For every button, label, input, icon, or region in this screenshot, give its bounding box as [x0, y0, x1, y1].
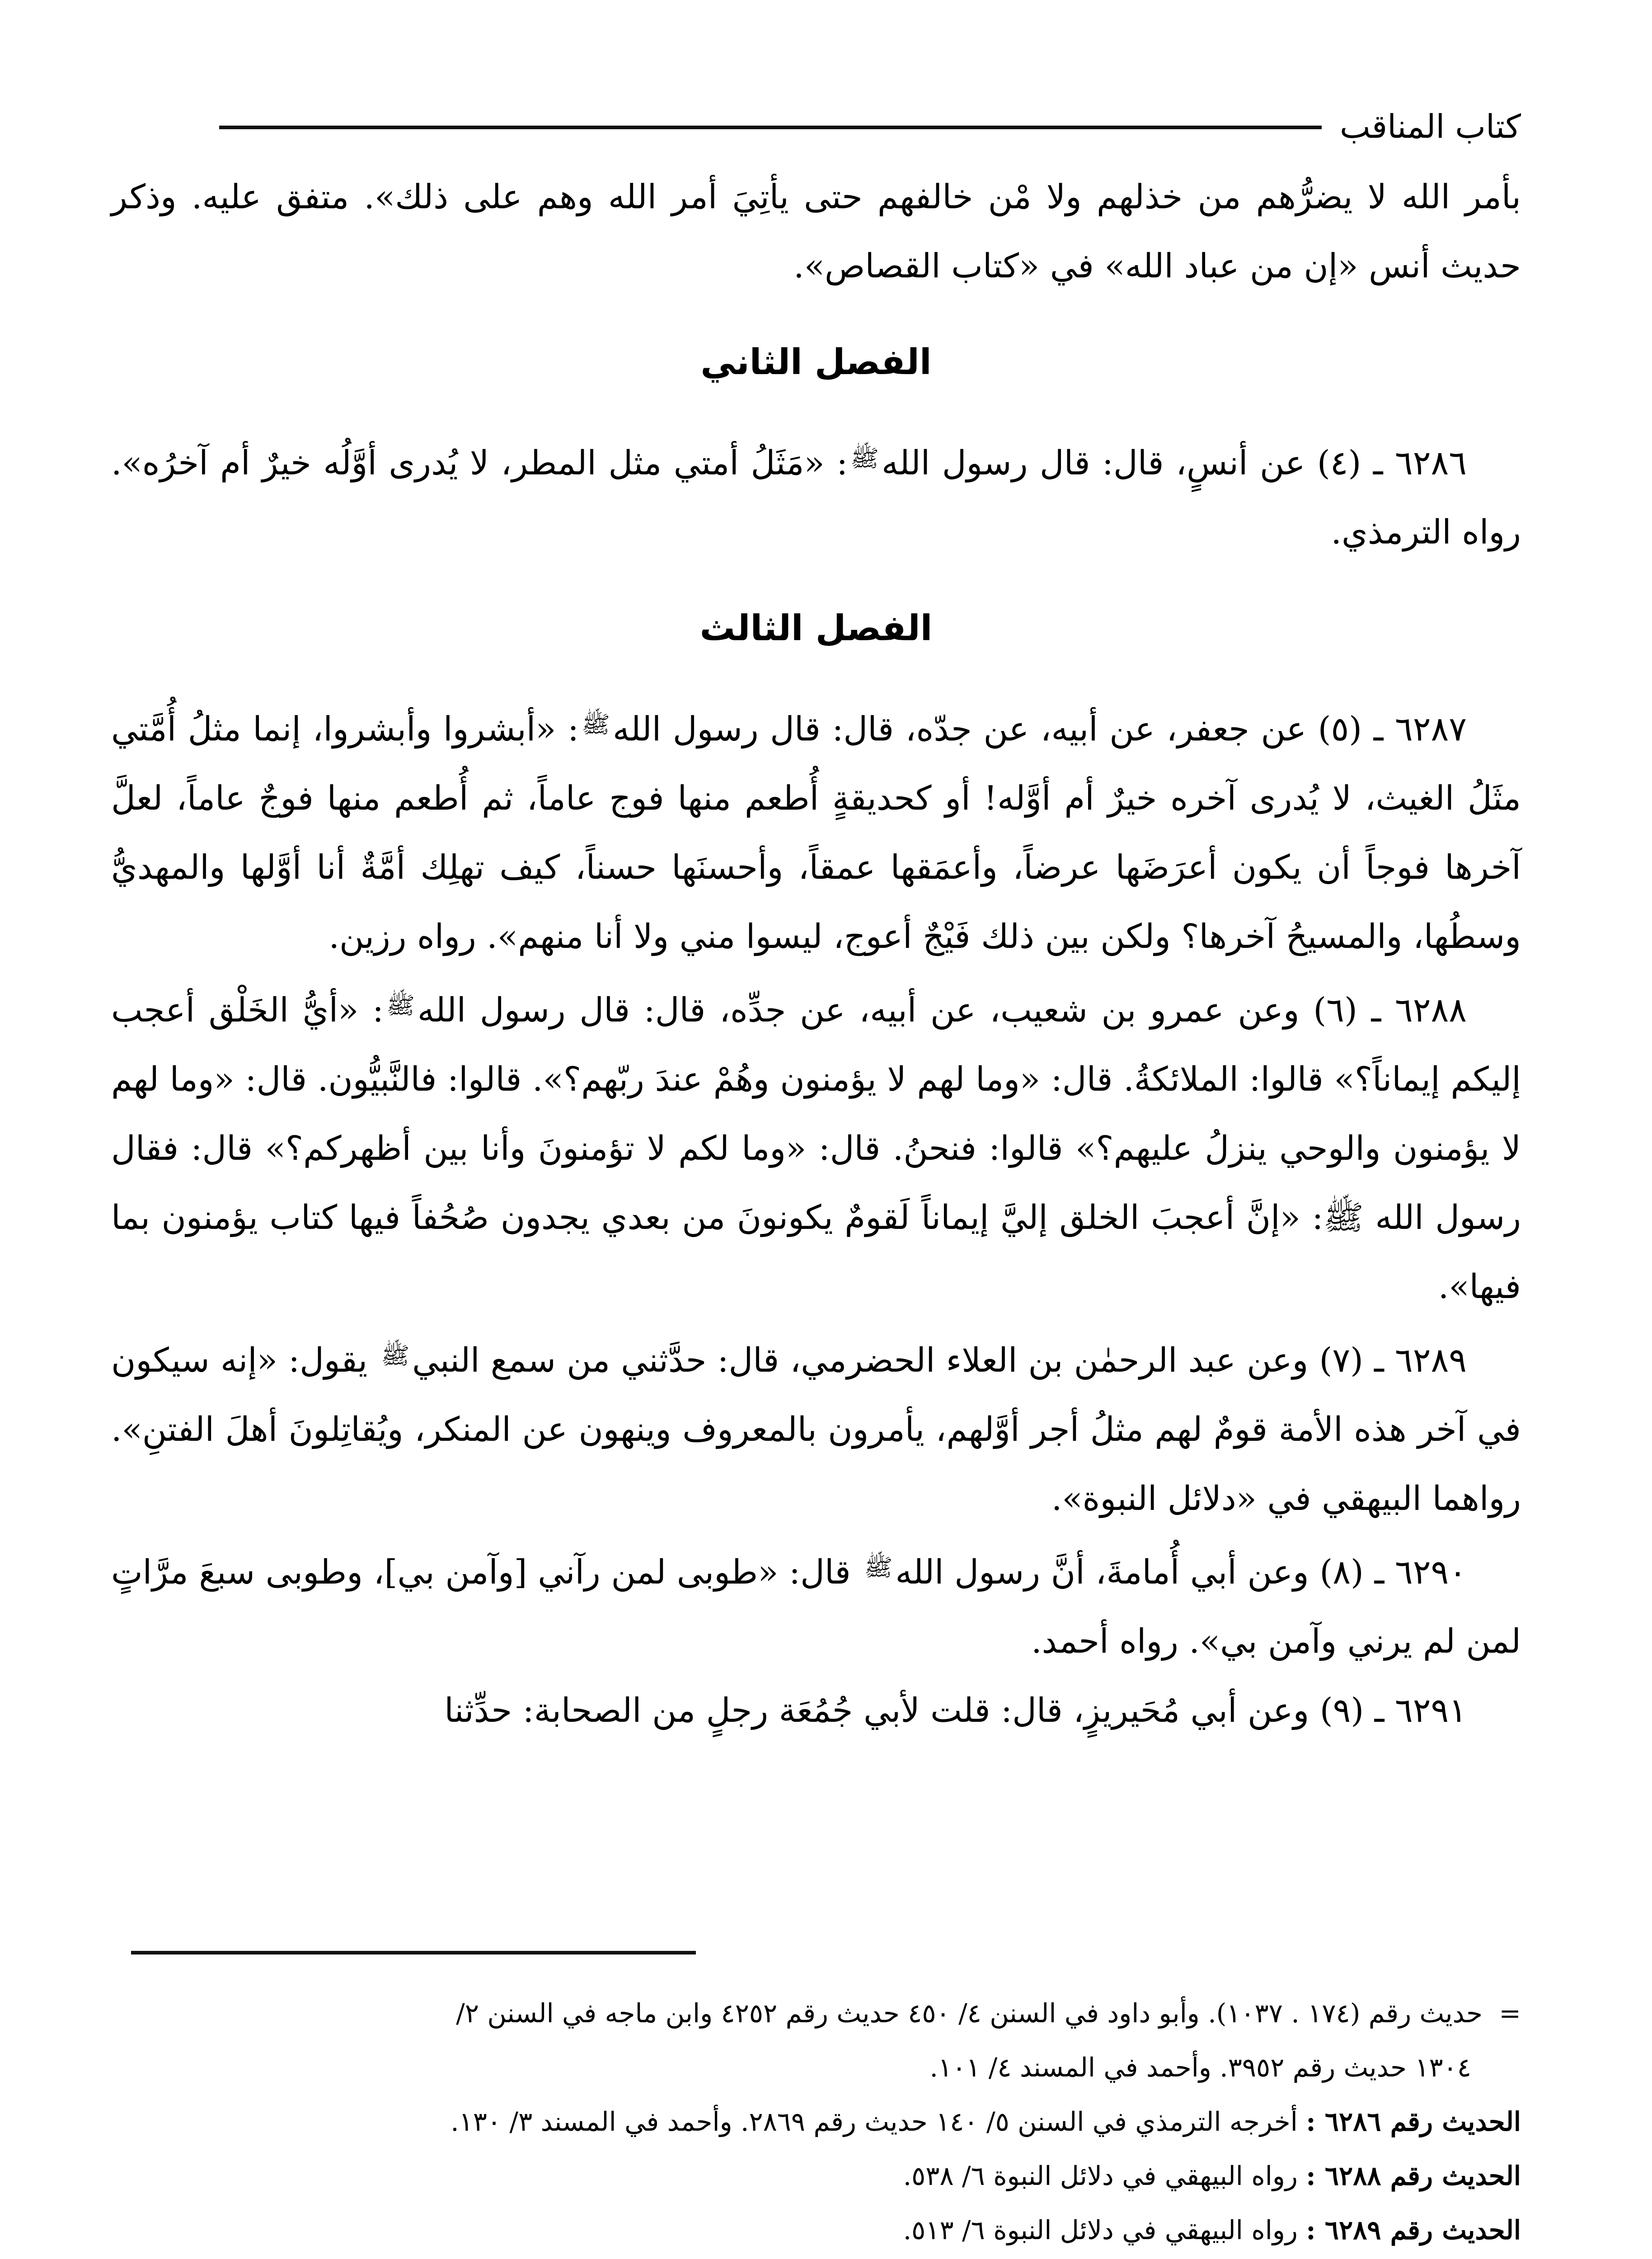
footnote-text: رواه البيهقي في دلائل النبوة ٦/ ٥١٣.	[903, 2215, 1298, 2245]
book-title: كتاب المناقب	[1340, 108, 1521, 145]
footnote-entry	[111, 2205, 1521, 2255]
hadith-text-rest: : «أيُّ الخَلْق أعجب إليكم إيماناً؟» قالوا: الملائكةُ. قال: «وما لهم لا يؤمنون وهُمْ عندَ ربّهم؟». قالوا: فالنَّبيُّون. قال: «وما لهم لا يؤمنون والوحي ينزلُ عليهم؟» قالوا: فنحنُ. قال: «وما لكم لا تؤمنونَ وأنا بين أظهركم؟» قال: فقال رسول الله ﷺ: «إنَّ أعجبَ الخلق إليَّ إيماناً لَقومٌ يكونونَ من بعدي يجدون صُحُفاً فيها كتاب يؤمنون بما فيها».	[111, 991, 1521, 1306]
footnote-text: أخرجه الترمذي في السنن ٥/ ١٤٠ حديث رقم ٢٨٦٩. وأحمد في المسند ٣/ ١٣٠.	[451, 2106, 1298, 2137]
salawat-symbol-icon: ﷺ	[381, 1342, 410, 1369]
footnote-label: الحديث رقم ٦٢٨٨ :	[1306, 2161, 1521, 2191]
hadith-text-start: وعن عمرو بن شعيب، عن أبيه، عن جدِّه، قال: قال رسول الله	[417, 991, 1300, 1030]
footnote-label: الحديث رقم ٦٢٨٩ :	[1306, 2215, 1521, 2245]
footnote-continuation-line2: ١٣٠٤ حديث رقم ٣٩٥٢. وأحمد في المسند ٤/ ١٠١.	[929, 2052, 1471, 2083]
footnotes	[111, 1988, 1521, 2259]
hadith-6287	[111, 690, 1521, 971]
section-heading-second: الفصل الثاني	[700, 342, 932, 383]
hadith-text-start: وعن عبد الرحمٰن بن العلاء الحضرمي، قال: حدَّثني من سمع النبي	[412, 1341, 1309, 1380]
hadith-number: ٦٢٨٧ ـ (٥)	[1318, 710, 1467, 749]
continuation-mark: =	[1499, 1998, 1521, 2029]
hadith-6288	[111, 971, 1521, 1322]
footnote-label: الحديث رقم ٦٢٨٦ :	[1306, 2106, 1521, 2137]
hadith-number: ٦٢٨٨ ـ (٦)	[1313, 991, 1467, 1030]
hadith-number: ٦٢٩٠ ـ (٨)	[1319, 1553, 1467, 1592]
footnote-rule	[131, 1951, 696, 1954]
salawat-symbol-icon: ﷺ	[864, 1554, 893, 1581]
header-rule	[219, 126, 1322, 129]
footnote-continuation-line1: حديث رقم (١٧٤ . ١٠٣٧). وأبو داود في السنن ٤/ ٤٥٠ حديث رقم ٤٢٥٢ وابن ماجه في السنن ٢/	[456, 1998, 1483, 2029]
intro-paragraph: بأمر الله لا يضرُّهم من خذلهم ولا مْن خالفهم حتى يأتِيَ أمر الله وهم على ذلك». متفق عليه. وذكر حديث أنس «إن من عباد الله» في «كتاب القصاص».	[111, 178, 1521, 286]
hadith-text-start: وعن أبي مُحَيريزٍ، قال: قلت لأبي جُمُعَة رجلٍ من الصحابة: حدِّثنا	[444, 1691, 1309, 1730]
salawat-symbol-icon: ﷺ	[582, 711, 610, 738]
running-header	[131, 99, 1521, 154]
hadith-6290	[111, 1533, 1521, 1676]
main-text	[111, 163, 1521, 1745]
hadith-text-rest: يقول: «إنه سيكون في آخر هذه الأمة قومٌ لهم مثلُ أجر أوَّلهم، يأمرون بالمعروف وينهون عن المنكر، ويُقاتِلونَ أهلَ الفتنِ». رواهما البيهقي في «دلائل النبوة».	[111, 1341, 1521, 1518]
hadith-6291	[111, 1676, 1521, 1745]
footnote-entry	[111, 2096, 1521, 2147]
hadith-text-start: عن أنسٍ، قال: قال رسول الله	[881, 444, 1305, 483]
hadith-number: ٦٢٨٦ ـ (٤)	[1317, 444, 1467, 483]
hadith-number: ٦٢٨٩ ـ (٧)	[1319, 1341, 1467, 1380]
hadith-6286	[111, 424, 1521, 567]
hadith-text-rest: : «مَثَلُ أمتي مثل المطر، لا يُدرى أوَّلُه خيرٌ أم آخرُه». رواه الترمذي.	[111, 444, 1521, 552]
section-heading-third: الفصل الثالث	[699, 608, 933, 649]
footnote-text: رواه البيهقي في دلائل النبوة ٦/ ٥٣٨.	[903, 2161, 1298, 2191]
hadith-6289	[111, 1322, 1521, 1533]
hadith-text-start: وعن أبي أُمامةَ، أنَّ رسول الله	[895, 1553, 1309, 1592]
hadith-text-rest: : «أبشروا وأبشروا، إنما مثلُ أُمَّتي مثَلُ الغيث، لا يُدرى آخره خيرٌ أم أوَّله! أو كحديقةٍ أُطعم منها فوج عاماً، ثم أُطعم منها فوجٌ عاماً، لعلَّ آخرها فوجاً أن يكون أعرَضَها عرضاً، وأعمَقها عمقاً، وأحسنَها حسناً، كيف تهلِك أمَّةٌ أنا أوَّلها والمهديُّ وسطُها، والمسيحُ آخرها؟ ولكن بين ذلك فَيْجٌ أعوج، ليسوا مني ولا أنا منهم». رواه رزين.	[111, 710, 1521, 956]
footnote-continuation	[111, 1988, 1521, 2039]
salawat-symbol-icon: ﷺ	[850, 445, 879, 472]
hadith-number: ٦٢٩١ ـ (٩)	[1319, 1691, 1467, 1730]
salawat-symbol-icon: ﷺ	[386, 992, 415, 1019]
hadith-text-rest: قال: «طوبى لمن رآني [وآمن بي]، وطوبى سبعَ مرَّاتٍ لمن لم يرني وآمن بي». رواه أحمد.	[111, 1553, 1521, 1661]
footnote-entry	[111, 2151, 1521, 2201]
hadith-text-start: عن جعفر، عن أبيه، عن جدّه، قال: قال رسول الله	[612, 710, 1307, 749]
